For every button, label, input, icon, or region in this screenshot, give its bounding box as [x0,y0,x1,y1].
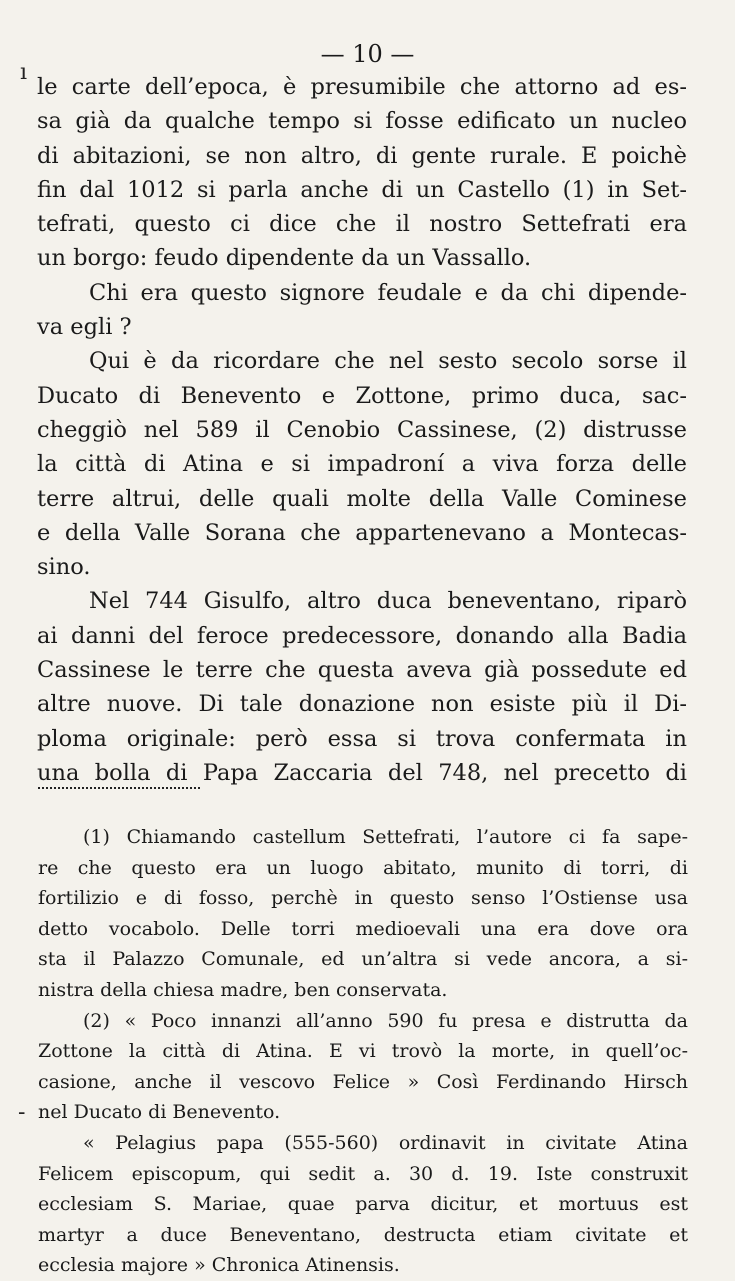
text-line: tefrati, questo ci dice che il nostro Settefrati era [37,211,687,238]
footnote-line: casione, anche il vescovo Felice » Così Ferdinando Hirsch [38,1070,688,1093]
footnotes [38,822,688,1281]
text-line: Qui è da ricordare che nel sesto secolo sorse il [89,348,687,375]
text-line: e della Valle Sorana che appartenevano a Montecas- [37,519,687,546]
text-line: cheggiò nel 589 il Cenobio Cassinese, (2) distrusse [37,416,687,443]
footnote-line: fortilizio e di fosso, perchè in questo senso l’Ostiense usa [38,887,688,910]
text-line: altre nuove. Di tale donazione non esiste più il Di- [37,691,687,718]
text-line: fin dal 1012 si parla anche di un Castello (1) in Set- [37,176,687,203]
main-text [37,70,687,790]
footnote-line: detto vocabolo. Delle torri medioevali una era dove ora [38,917,688,940]
text-line: la città di Atina e si impadroní a viva forza delle [37,451,687,478]
footnote-line: re che questo era un luogo abitato, munito di torri, di [38,856,688,879]
text-line: ploma originale: però essa si trova confermata in [37,725,687,752]
footnote-line: ecclesia majore » Chronica Atinensis. [38,1254,400,1277]
text-line: le carte dell’epoca, è presumibile che attorno ad es- [37,74,687,100]
footnote-line: Zottone la città di Atina. E vi trovò la morte, in quell’oc- [38,1040,688,1063]
footnote-line: nistra della chiesa madre, ben conservata. [38,978,448,1001]
text-line: ai danni del feroce predecessore, donando alla Badia [37,622,687,649]
text-line: una bolla di Papa Zaccaria del 748, nel precetto di [37,759,687,786]
text-line: va egli ? [37,314,132,341]
footnote-separator [38,787,200,789]
text-line: terre altrui, delle quali molte della Valle Cominese [37,485,687,512]
text-line: Chi era questo signore feudale e da chi dipende- [89,279,687,306]
footnote-line: « Pelagius papa (555-560) ordinavit in civitate Atina [83,1131,688,1154]
margin-mark: - [18,1100,26,1125]
footnote-line: sta il Palazzo Comunale, ed un’altra si vede ancora, a si- [38,948,688,971]
footnote-line: Felicem episcopum, qui sedit a. 30 d. 19. Iste construxit [38,1162,688,1185]
footnote-line: (1) Chiamando castellum Settefrati, l’autore ci fa sape- [83,826,688,848]
footnote-line: ecclesiam S. Mariae, quae parva dicitur, et mortuus est [38,1193,688,1216]
footnote-line: (2) « Poco innanzi all’anno 590 fu presa e distrutta da [83,1009,688,1032]
text-line: di abitazioni, se non altro, di gente rurale. E poichè [37,142,687,169]
margin-mark: ı [20,60,28,85]
text-line: Ducato di Benevento e Zottone, primo duca, sac- [37,382,687,409]
text-line: Nel 744 Gisulfo, altro duca beneventano, riparò [89,588,687,615]
page-number: — 10 — [320,40,415,68]
text-line: Cassinese le terre che questa aveva già possedute ed [37,657,687,684]
text-line: un borgo: feudo dipendente da un Vassallo. [37,245,532,272]
footnote-line: martyr a duce Beneventano, destructa etiam civitate et [38,1223,688,1246]
text-line: sa già da qualche tempo si fosse edificato un nucleo [37,108,687,135]
text-line: sino. [37,554,91,581]
footnote-line: nel Ducato di Benevento. [38,1101,281,1124]
